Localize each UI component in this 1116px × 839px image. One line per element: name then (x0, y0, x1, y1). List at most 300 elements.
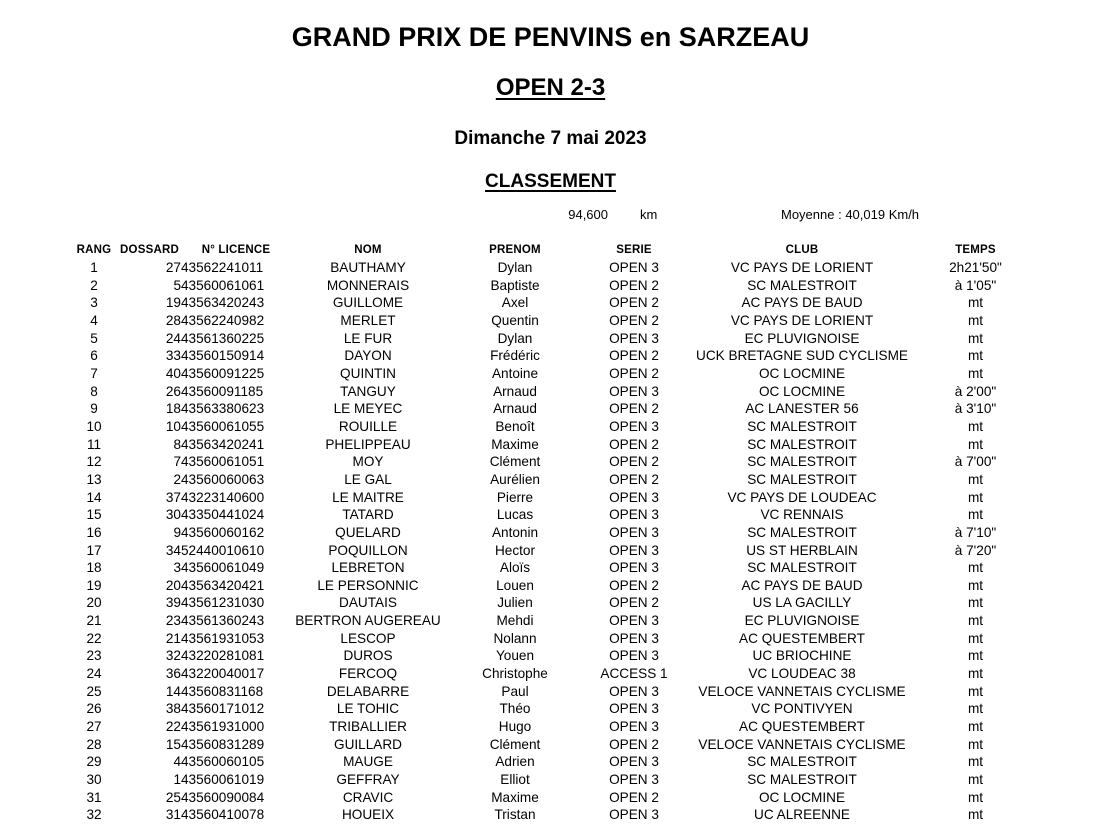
cell-serie: OPEN 3 (609, 383, 659, 399)
cell-licence: 43220040017 (181, 666, 265, 682)
cell-serie: OPEN 3 (609, 648, 659, 664)
cell-temps: 2h21'50" (949, 260, 1002, 275)
cell-prenom: Youen (495, 648, 535, 664)
cell-club: OC LOCMINE (758, 365, 846, 381)
cell-temps: mt (967, 348, 984, 364)
cell-prenom: Théo (499, 701, 531, 717)
table-row (70, 489, 1030, 507)
cell-club: SC MALESTROIT (747, 772, 857, 788)
cell-dossard: 15 (165, 736, 181, 752)
cell-rang: 10 (86, 418, 102, 434)
cell-nom: GEFFRAY (336, 772, 400, 788)
cell-nom: FERCOQ (338, 666, 398, 682)
cell-temps: mt (967, 719, 984, 735)
cell-dossard: 14 (165, 683, 181, 699)
cell-temps: mt (967, 772, 984, 788)
cell-club: SC MALESTROIT (747, 524, 857, 540)
cell-prenom: Quentin (491, 312, 539, 328)
cell-nom: LE MEYEC (333, 401, 403, 417)
cell-prenom: Antonin (491, 524, 539, 540)
results-body (70, 259, 1030, 824)
cell-licence: 43563420421 (181, 577, 265, 593)
cell-temps: mt (967, 613, 984, 629)
cell-rang: 12 (86, 454, 102, 470)
cell-serie: OPEN 3 (609, 683, 659, 699)
cell-club: SC MALESTROIT (747, 560, 857, 576)
cell-serie: OPEN 3 (609, 754, 659, 770)
column-header-rang: RANG (76, 244, 112, 256)
table-row (70, 365, 1030, 383)
cell-licence: 43560831289 (181, 736, 265, 752)
table-row (70, 577, 1030, 595)
cell-rang: 15 (86, 507, 102, 523)
cell-club: VC RENNAIS (760, 507, 844, 523)
cell-dossard: 4 (173, 754, 181, 770)
cell-temps: mt (967, 489, 984, 505)
cell-dossard: 27 (165, 260, 181, 275)
cell-licence: 43560091185 (181, 383, 264, 399)
cell-temps: mt (967, 330, 984, 346)
column-header-club: CLUB (785, 244, 819, 256)
table-row (70, 436, 1030, 454)
cell-licence: 43560171012 (181, 701, 265, 717)
cell-temps: à 1'05" (954, 277, 997, 293)
cell-prenom: Aurélien (490, 471, 540, 487)
cell-serie: OPEN 2 (609, 736, 659, 752)
cell-dossard: 2 (173, 471, 181, 487)
race-category-label: OPEN 2-3 (495, 74, 606, 101)
table-row (70, 771, 1030, 789)
cell-rang: 28 (86, 736, 102, 752)
cell-serie: OPEN 3 (609, 330, 659, 346)
column-header-prenom: PRENOM (489, 244, 541, 256)
cell-rang: 27 (86, 719, 102, 735)
cell-club: VC PAYS DE LOUDEAC (727, 489, 877, 505)
cell-serie: OPEN 2 (609, 295, 659, 311)
distance-unit: km (640, 207, 658, 222)
cell-rang: 14 (86, 489, 102, 505)
cell-licence: 43560060063 (181, 471, 265, 487)
cell-nom: BAUTHAMY (330, 260, 406, 275)
cell-dossard: 9 (173, 524, 181, 540)
cell-dossard: 32 (165, 648, 181, 664)
cell-prenom: Axel (501, 295, 529, 311)
cell-licence: 43562240982 (181, 312, 265, 328)
cell-club: VC PAYS DE LORIENT (730, 260, 874, 275)
table-row (70, 294, 1030, 312)
cell-dossard: 10 (165, 418, 181, 434)
cell-licence: 43560061061 (181, 277, 265, 293)
cell-prenom: Pierre (496, 489, 534, 505)
cell-rang: 17 (86, 542, 102, 558)
column-header-serie: SERIE (616, 244, 652, 256)
cell-temps: à 2'00" (954, 383, 997, 399)
cell-licence: 43560831168 (181, 683, 264, 699)
cell-rang: 32 (86, 807, 102, 823)
cell-rang: 29 (86, 754, 102, 770)
cell-licence: 43560091225 (181, 365, 265, 381)
cell-licence: 43561931000 (181, 719, 265, 735)
cell-prenom: Elliot (500, 772, 530, 788)
cell-serie: OPEN 3 (609, 630, 659, 646)
average-speed: Moyenne : 40,019 Km/h (781, 207, 920, 222)
cell-temps: mt (967, 312, 984, 328)
cell-club: VELOCE VANNETAIS CYCLISME (698, 736, 906, 752)
cell-licence: 43560061055 (181, 418, 265, 434)
cell-temps: à 7'00" (954, 454, 997, 470)
table-header-row (70, 241, 1030, 259)
cell-licence: 43560090084 (181, 789, 265, 805)
cell-nom: GUILLARD (334, 736, 402, 752)
cell-club: AC PAYS DE BAUD (741, 577, 863, 593)
cell-club: AC QUESTEMBERT (739, 719, 865, 735)
table-row (70, 524, 1030, 542)
cell-licence: 43560060162 (181, 524, 265, 540)
cell-serie: OPEN 3 (609, 772, 659, 788)
cell-serie: OPEN 3 (609, 524, 659, 540)
cell-temps: mt (967, 789, 984, 805)
cell-club: US ST HERBLAIN (746, 542, 858, 558)
cell-serie: OPEN 2 (609, 577, 659, 593)
cell-nom: LE MAITRE (332, 489, 404, 505)
table-row (70, 277, 1030, 295)
cell-nom: LE PERSONNIC (317, 577, 419, 593)
cell-nom: PHELIPPEAU (325, 436, 411, 452)
cell-dossard: 22 (165, 719, 181, 735)
table-row (70, 259, 1030, 277)
cell-rang: 23 (86, 648, 102, 664)
cell-temps: mt (967, 295, 984, 311)
table-row (70, 753, 1030, 771)
cell-dossard: 8 (173, 436, 181, 452)
cell-rang: 4 (90, 312, 98, 328)
cell-club: UC BRIOCHINE (752, 648, 852, 664)
cell-prenom: Maxime (491, 436, 539, 452)
cell-nom: LE FUR (343, 330, 393, 346)
race-date: Dimanche 7 mai 2023 (454, 128, 647, 149)
cell-nom: HOUEIX (341, 807, 395, 823)
cell-serie: OPEN 2 (609, 436, 659, 452)
cell-rang: 6 (90, 348, 98, 364)
cell-nom: DAUTAIS (339, 595, 397, 611)
cell-prenom: Frédéric (490, 348, 540, 364)
cell-prenom: Baptiste (490, 277, 540, 293)
cell-nom: MAUGE (343, 754, 393, 770)
cell-dossard: 38 (165, 701, 181, 717)
cell-temps: mt (967, 507, 984, 523)
cell-temps: mt (967, 701, 984, 717)
cell-dossard: 24 (165, 330, 181, 346)
cell-serie: OPEN 3 (609, 507, 659, 523)
cell-club: OC LOCMINE (758, 383, 846, 399)
cell-dossard: 18 (165, 401, 181, 417)
cell-club: VELOCE VANNETAIS CYCLISME (698, 683, 906, 699)
cell-temps: à 7'10" (954, 524, 997, 540)
distance-value: 94,600 (568, 207, 608, 222)
cell-prenom: Nolann (493, 630, 537, 646)
cell-prenom: Benoît (495, 418, 535, 434)
cell-temps: mt (967, 595, 984, 611)
cell-serie: OPEN 3 (609, 489, 659, 505)
cell-dossard: 26 (165, 383, 181, 399)
column-header-nom: NOM (354, 244, 382, 256)
cell-serie: OPEN 2 (609, 595, 659, 611)
cell-club: OC LOCMINE (758, 789, 846, 805)
cell-prenom: Julien (497, 595, 533, 611)
cell-dossard: 3 (173, 560, 181, 576)
cell-rang: 1 (90, 260, 98, 275)
cell-licence: 43560061049 (181, 560, 265, 576)
cell-temps: mt (967, 683, 984, 699)
cell-licence: 43560061019 (181, 772, 265, 788)
cell-prenom: Adrien (495, 754, 535, 770)
cell-dossard: 21 (165, 630, 181, 646)
cell-prenom: Tristan (494, 807, 536, 823)
cell-rang: 26 (86, 701, 102, 717)
table-row (70, 347, 1030, 365)
table-row (70, 471, 1030, 489)
cell-temps: à 3'10" (954, 401, 997, 417)
table-row (70, 806, 1030, 824)
cell-licence: 43223140600 (181, 489, 265, 505)
cell-licence: 43561931053 (181, 630, 265, 646)
cell-dossard: 19 (165, 295, 181, 311)
cell-nom: MONNERAIS (326, 277, 410, 293)
table-row (70, 630, 1030, 648)
cell-serie: OPEN 2 (609, 789, 659, 805)
cell-prenom: Christophe (482, 666, 548, 682)
cell-nom: QUINTIN (340, 365, 396, 381)
cell-temps: mt (967, 736, 984, 752)
table-row (70, 789, 1030, 807)
cell-nom: LEBRETON (331, 560, 405, 576)
cell-nom: DELABARRE (326, 683, 410, 699)
cell-temps: mt (967, 666, 984, 682)
cell-serie: ACCESS 1 (600, 666, 668, 682)
table-row (70, 330, 1030, 348)
cell-serie: OPEN 3 (609, 719, 659, 735)
cell-licence: 43563420243 (181, 295, 265, 311)
cell-licence: 43560060105 (181, 754, 265, 770)
cell-serie: OPEN 3 (609, 807, 659, 823)
cell-rang: 2 (90, 277, 98, 293)
cell-club: SC MALESTROIT (747, 418, 857, 434)
cell-licence: 43560410078 (181, 807, 265, 823)
table-row (70, 736, 1030, 754)
cell-licence: 43560150914 (181, 348, 265, 364)
cell-rang: 16 (86, 524, 102, 540)
table-row (70, 700, 1030, 718)
cell-club: AC PAYS DE BAUD (741, 295, 863, 311)
cell-serie: OPEN 2 (609, 348, 659, 364)
cell-nom: MERLET (340, 312, 396, 328)
cell-rang: 13 (86, 471, 102, 487)
cell-licence: 43561231030 (181, 595, 265, 611)
cell-rang: 18 (86, 560, 102, 576)
cell-serie: OPEN 3 (609, 542, 659, 558)
cell-dossard: 25 (165, 789, 181, 805)
cell-temps: mt (967, 365, 984, 381)
cell-serie: OPEN 2 (609, 454, 659, 470)
cell-prenom: Mehdi (496, 613, 534, 629)
cell-nom: TRIBALLIER (329, 719, 407, 735)
cell-prenom: Dylan (497, 330, 533, 346)
cell-club: SC MALESTROIT (747, 277, 857, 293)
cell-licence: 43560061051 (181, 454, 265, 470)
cell-prenom: Arnaud (493, 401, 537, 417)
cell-serie: OPEN 3 (609, 560, 659, 576)
cell-dossard: 37 (165, 489, 181, 505)
cell-rang: 20 (86, 595, 102, 611)
cell-nom: LESCOP (340, 630, 396, 646)
cell-club: VC PAYS DE LORIENT (730, 312, 874, 328)
column-header-dossard: DOSSARD (120, 244, 179, 256)
cell-rang: 7 (90, 365, 98, 381)
cell-club: EC PLUVIGNOISE (744, 613, 860, 629)
cell-serie: OPEN 3 (609, 701, 659, 717)
cell-serie: OPEN 3 (609, 418, 659, 434)
table-row (70, 312, 1030, 330)
cell-temps: mt (967, 648, 984, 664)
cell-rang: 21 (86, 613, 102, 629)
cell-temps: mt (967, 418, 984, 434)
cell-prenom: Louen (496, 577, 534, 593)
cell-dossard: 34 (165, 542, 181, 558)
cell-nom: QUELARD (335, 524, 401, 540)
table-row (70, 383, 1030, 401)
cell-rang: 30 (86, 772, 102, 788)
cell-temps: mt (967, 630, 984, 646)
cell-prenom: Hector (494, 542, 536, 558)
cell-licence: 43350441024 (181, 507, 265, 523)
table-row (70, 542, 1030, 560)
table-row (70, 647, 1030, 665)
cell-club: AC LANESTER 56 (745, 401, 859, 417)
cell-temps: mt (967, 560, 984, 576)
cell-dossard: 1 (173, 772, 181, 788)
cell-dossard: 36 (165, 666, 181, 682)
cell-licence: 43562241011 (181, 260, 264, 275)
cell-nom: LE GAL (344, 471, 392, 487)
cell-nom: TATARD (342, 507, 394, 523)
table-row (70, 418, 1030, 436)
table-row (70, 612, 1030, 630)
cell-rang: 22 (86, 630, 102, 646)
cell-club: UCK BRETAGNE SUD CYCLISME (696, 348, 908, 364)
cell-prenom: Clément (489, 454, 541, 470)
cell-club: UC ALREENNE (754, 807, 850, 823)
cell-rang: 5 (90, 330, 98, 346)
cell-nom: DAYON (344, 348, 392, 364)
table-row (70, 453, 1030, 471)
cell-rang: 11 (86, 436, 102, 452)
cell-club: VC LOUDEAC 38 (748, 666, 856, 682)
cell-licence: 43561360243 (181, 613, 265, 629)
cell-serie: OPEN 2 (609, 471, 659, 487)
cell-dossard: 30 (165, 507, 181, 523)
cell-temps: mt (967, 807, 984, 823)
cell-licence: 43563380623 (181, 401, 265, 417)
cell-club: EC PLUVIGNOISE (744, 330, 860, 346)
cell-prenom: Paul (501, 683, 529, 699)
cell-dossard: 28 (165, 312, 181, 328)
cell-rang: 8 (90, 383, 98, 399)
cell-licence: 43220281081 (181, 648, 265, 664)
section-heading (0, 170, 1101, 194)
column-header-licence: N° LICENCE (201, 244, 271, 256)
table-row (70, 665, 1030, 683)
cell-club: VC PONTIVYEN (751, 701, 853, 717)
cell-temps: mt (967, 754, 984, 770)
section-heading-label: CLASSEMENT (485, 171, 616, 192)
cell-nom: ROUILLE (338, 418, 398, 434)
cell-nom: CRAVIC (342, 789, 394, 805)
cell-dossard: 7 (173, 454, 181, 470)
cell-temps: mt (967, 471, 984, 487)
cell-nom: TANGUY (340, 383, 396, 399)
cell-club: SC MALESTROIT (747, 471, 857, 487)
cell-dossard: 39 (165, 595, 181, 611)
cell-nom: DUROS (343, 648, 393, 664)
cell-rang: 19 (86, 577, 102, 593)
cell-serie: OPEN 3 (609, 260, 659, 275)
cell-rang: 3 (90, 295, 98, 311)
cell-rang: 24 (86, 666, 102, 682)
cell-prenom: Arnaud (493, 383, 537, 399)
cell-prenom: Antoine (491, 365, 539, 381)
cell-nom: POQUILLON (328, 542, 408, 558)
cell-serie: OPEN 2 (609, 401, 659, 417)
cell-serie: OPEN 2 (609, 277, 659, 293)
cell-prenom: Lucas (496, 507, 534, 523)
cell-rang: 9 (90, 401, 98, 417)
cell-prenom: Maxime (491, 789, 539, 805)
cell-dossard: 5 (173, 277, 181, 293)
cell-dossard: 23 (165, 613, 181, 629)
cell-nom: LE TOHIC (336, 701, 400, 717)
table-row (70, 683, 1030, 701)
cell-dossard: 20 (165, 577, 181, 593)
cell-temps: à 7'20" (954, 542, 997, 558)
cell-dossard: 31 (165, 807, 181, 823)
cell-rang: 31 (86, 789, 102, 805)
cell-rang: 25 (86, 683, 102, 699)
table-row (70, 718, 1030, 736)
cell-club: SC MALESTROIT (747, 436, 857, 452)
cell-nom: BERTRON AUGEREAU (295, 613, 441, 629)
column-header-temps: TEMPS (955, 244, 996, 256)
cell-club: SC MALESTROIT (747, 754, 857, 770)
cell-club: AC QUESTEMBERT (739, 630, 865, 646)
cell-temps: mt (967, 577, 984, 593)
results-table (70, 241, 1030, 824)
cell-nom: MOY (352, 454, 384, 470)
cell-licence: 43563420241 (181, 436, 265, 452)
cell-club: US LA GACILLY (752, 595, 852, 611)
table-row (70, 506, 1030, 524)
cell-dossard: 40 (165, 365, 181, 381)
table-row (70, 400, 1030, 418)
cell-temps: mt (967, 436, 984, 452)
cell-licence: 43561360225 (181, 330, 265, 346)
cell-prenom: Hugo (498, 719, 532, 735)
cell-club: SC MALESTROIT (747, 454, 857, 470)
cell-serie: OPEN 2 (609, 365, 659, 381)
table-row (70, 594, 1030, 612)
cell-prenom: Dylan (497, 260, 533, 275)
page-title: GRAND PRIX DE PENVINS en SARZEAU (291, 22, 810, 52)
cell-serie: OPEN 3 (609, 613, 659, 629)
